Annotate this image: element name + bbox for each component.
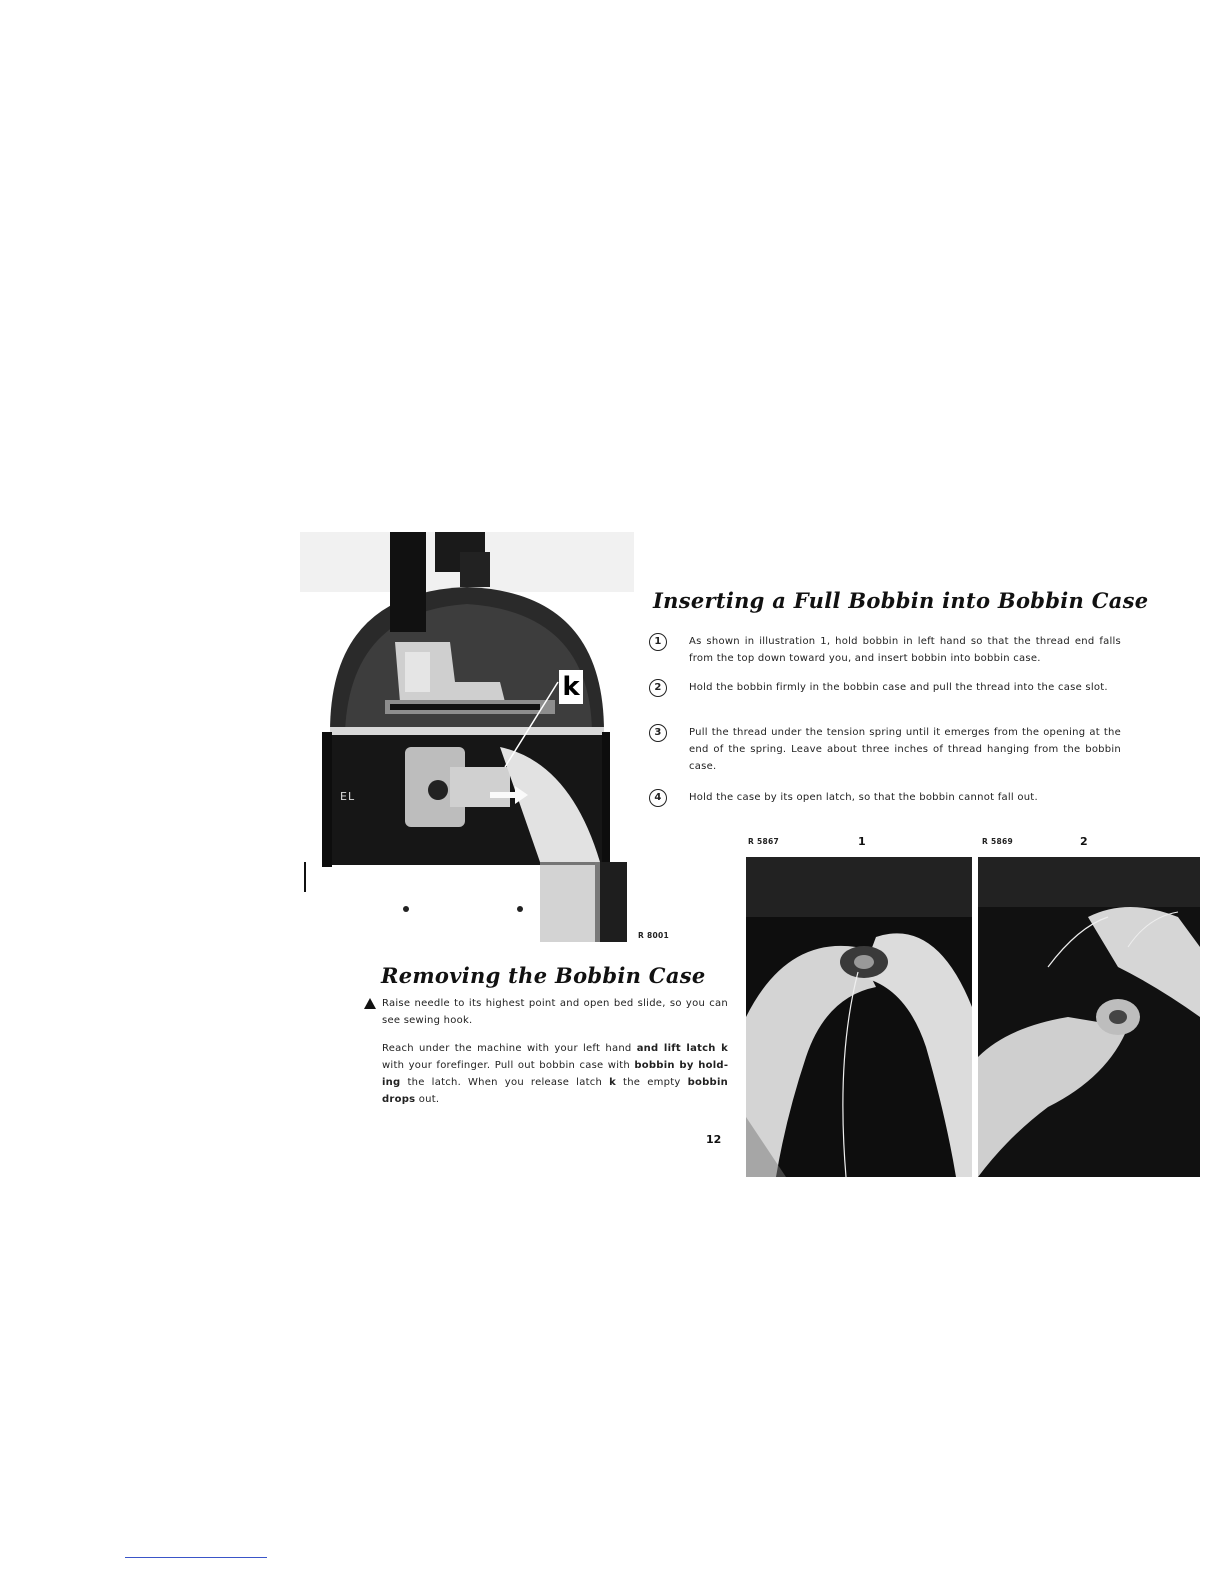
latch-callout-label: k	[559, 670, 583, 704]
para-2-bold: bobbin by holding	[382, 1060, 728, 1088]
para-2-bold: and lift latch k	[636, 1043, 729, 1054]
para-2-text: the latch. When you release latch	[400, 1077, 610, 1088]
step-text: As shown in illustration 1, hold bobbin in left hand so that the thread end falls from the top down toward you, and insert bobbin into bobbin case.	[689, 636, 1121, 664]
removing-title: Removing the Bobbin Case	[381, 963, 706, 988]
para-2-text: the empty	[616, 1077, 688, 1088]
machine-photo-graphic	[300, 532, 634, 942]
inserting-title: Inserting a Full Bobbin into Bobbin Case	[653, 588, 1149, 613]
para-2-text: with your forefinger. Pull out bobbin case with	[382, 1060, 635, 1071]
step-number: 3	[649, 724, 667, 742]
figure-2-ref: R 5869	[982, 837, 1014, 846]
figure-2-number: 2	[1080, 835, 1088, 848]
removing-para-2	[382, 1040, 728, 1108]
para-2-bold: k	[609, 1077, 617, 1088]
machine-photo	[300, 532, 634, 942]
page-number: 12	[706, 1133, 722, 1146]
step-text: Hold the case by its open latch, so that the bobbin cannot fall out.	[689, 792, 1038, 803]
step-text: Hold the bobbin firmly in the bobbin case and pull the thread into the case slot.	[689, 682, 1108, 693]
para-2-text: out.	[415, 1094, 440, 1105]
para-2-bold: bobbin drops	[382, 1077, 728, 1105]
figure-1-ref: R 5867	[748, 837, 780, 846]
machine-badge-text: EL	[340, 790, 356, 803]
step-text: Pull the thread under the tension spring until it emerges from the opening at the end of the spring. Leave about three inches of thread hanging from the bobbin case.	[689, 727, 1121, 772]
step-number: 2	[649, 679, 667, 697]
figure-2-photo	[978, 857, 1200, 1177]
step-number: 1	[649, 633, 667, 651]
removing-para-1: Raise needle to its highest point and open bed slide, so you can see sewing hook.	[382, 998, 728, 1026]
para-2-text: Reach under the machine with your left hand	[382, 1043, 637, 1054]
triangle-bullet-icon	[364, 998, 376, 1009]
step-number: 4	[649, 789, 667, 807]
footer-rule	[125, 1557, 267, 1558]
figure-1-number: 1	[858, 835, 866, 848]
figure-1-photo	[746, 857, 972, 1177]
machine-photo-ref: R 8001	[638, 931, 670, 940]
figure-2-graphic	[978, 857, 1200, 1177]
figure-1-graphic	[746, 857, 972, 1177]
